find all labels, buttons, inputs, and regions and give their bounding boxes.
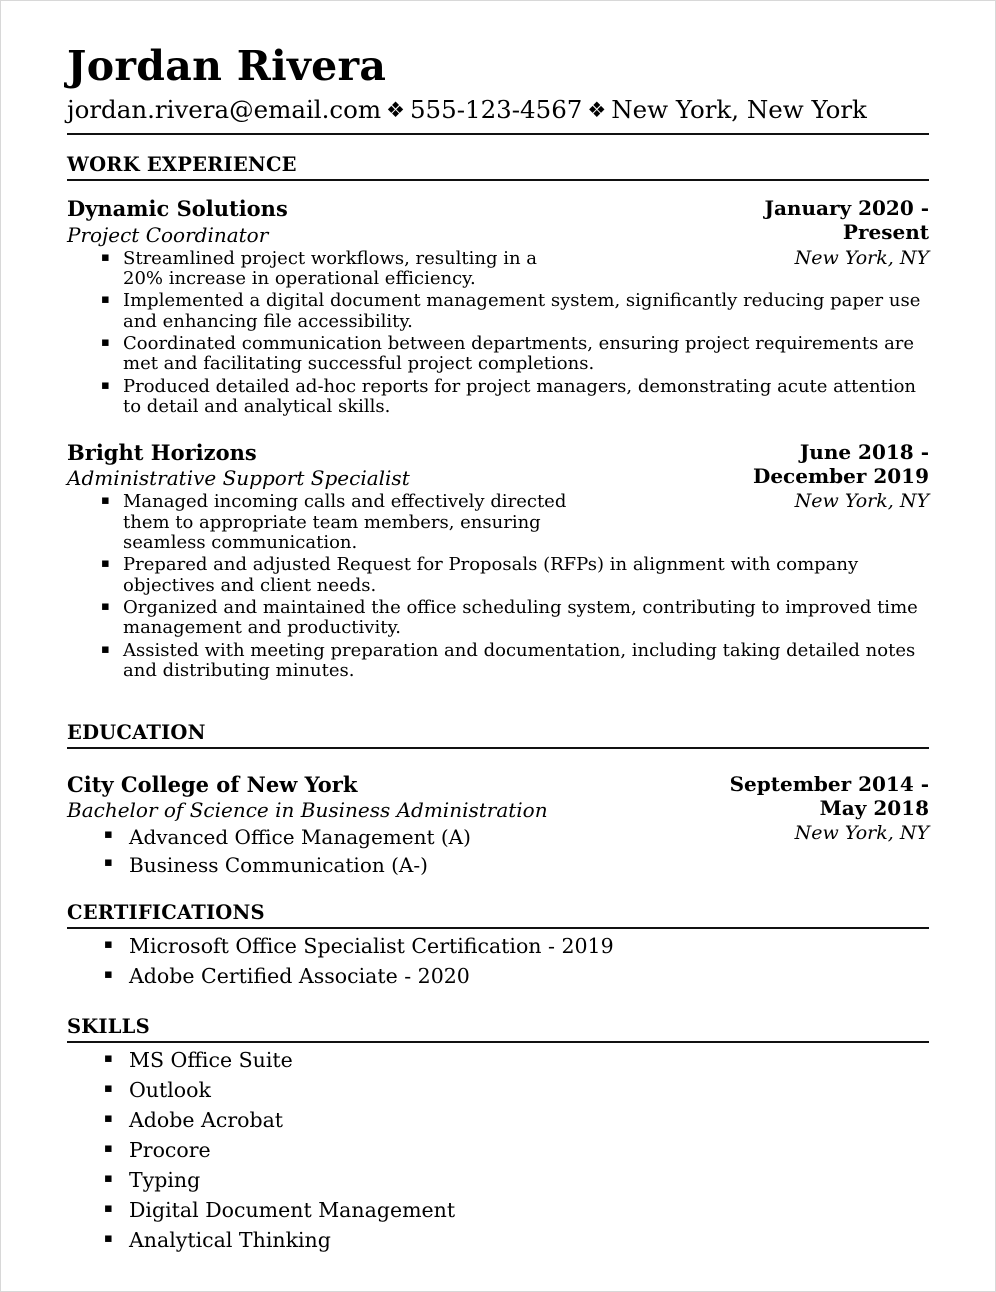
list-item-text: Coordinated communication between departments, ensuring project requirements are met and facilitating successful project completions. — [123, 332, 915, 375]
section-divider-certifications — [67, 927, 929, 929]
square-bullet-icon: ▪ — [101, 334, 110, 350]
work-entry-dates: January 2020 - Present — [764, 196, 929, 244]
square-bullet-icon: ▪ — [104, 854, 113, 870]
section-divider-work — [67, 179, 929, 181]
square-bullet-icon: ▪ — [101, 377, 110, 393]
list-item — [67, 964, 929, 989]
square-bullet-icon: ▪ — [101, 556, 110, 572]
resume-body — [1, 1, 995, 1253]
education-entry — [67, 773, 929, 877]
list-item-text: Microsoft Office Specialist Certification - 2019 — [129, 934, 614, 959]
list-item-text: Streamlined project workflows, resulting in a 20% increase in operational efficiency. — [123, 247, 538, 289]
contact-email[interactable]: jordan.rivera@email.com — [67, 95, 382, 125]
list-item — [67, 555, 929, 596]
section-heading-skills: SKILLS — [67, 1015, 150, 1039]
list-item-text: Analytical Thinking — [129, 1228, 331, 1253]
list-item-text: Business Communication (A-) — [129, 852, 428, 877]
square-bullet-icon: ▪ — [104, 1201, 113, 1217]
list-item — [67, 1078, 929, 1103]
list-item-text: Procore — [129, 1138, 211, 1163]
square-bullet-icon: ▪ — [104, 1141, 113, 1157]
education-entry-bullets — [67, 825, 929, 877]
square-bullet-icon: ▪ — [101, 249, 110, 265]
list-item — [67, 377, 929, 418]
list-item — [67, 934, 929, 959]
education-entry-school: City College of New York — [67, 772, 358, 798]
square-bullet-icon: ▪ — [104, 1051, 113, 1067]
section-heading-education: EDUCATION — [67, 721, 206, 745]
candidate-name: Jordan Rivera — [67, 42, 387, 90]
square-bullet-icon: ▪ — [104, 1231, 113, 1247]
list-item-text: Outlook — [129, 1078, 211, 1103]
square-bullet-icon: ▪ — [101, 598, 110, 614]
section-certifications — [67, 901, 929, 989]
list-item — [67, 492, 929, 553]
list-item-text: Managed incoming calls and effectively directed them to appropriate team members, ensuring seamless communication. — [123, 491, 567, 553]
list-item — [67, 1228, 929, 1253]
list-item — [67, 1168, 929, 1193]
section-divider-education — [67, 747, 929, 749]
list-item-text: Digital Document Management — [129, 1198, 456, 1223]
list-item — [67, 853, 929, 877]
list-item-text: Adobe Certified Associate - 2020 — [129, 964, 470, 989]
list-item — [67, 641, 929, 682]
diamond-separator-icon: ❖ — [587, 98, 607, 123]
list-item-text: Produced detailed ad-hoc reports for project managers, demonstrating acute attention to detail and analytical skills. — [123, 375, 917, 417]
work-entry-location: New York, NY — [794, 246, 929, 269]
list-item-text: Advanced Office Management (A) — [129, 825, 471, 850]
work-entry-bullets — [67, 492, 929, 681]
section-heading-certifications: CERTIFICATIONS — [67, 901, 265, 925]
section-skills — [67, 1015, 929, 1253]
work-entry-dates: June 2018 - December 2019 — [752, 440, 929, 488]
work-entry-organization: Bright Horizons — [67, 440, 257, 466]
certifications-list — [67, 934, 929, 989]
work-entry — [67, 441, 929, 681]
diamond-separator-icon: ❖ — [386, 98, 405, 123]
work-entry-role: Administrative Support Specialist — [67, 466, 410, 491]
list-item — [67, 1048, 929, 1073]
list-item — [67, 291, 929, 332]
list-item — [67, 1198, 929, 1223]
list-item-text: Implemented a digital document management system, significantly reducing paper use and enhancing file accessibility. — [123, 290, 921, 332]
skills-list — [67, 1048, 929, 1253]
work-entry — [67, 197, 929, 417]
square-bullet-icon: ▪ — [101, 292, 110, 308]
square-bullet-icon: ▪ — [104, 1171, 113, 1187]
square-bullet-icon: ▪ — [104, 827, 113, 843]
list-item — [67, 825, 929, 849]
square-bullet-icon: ▪ — [101, 493, 110, 509]
section-heading-work: WORK EXPERIENCE — [67, 153, 297, 177]
education-entry-location: New York, NY — [794, 822, 929, 845]
list-item-text: Adobe Acrobat — [129, 1108, 284, 1133]
contact-location: New York, New York — [611, 95, 867, 125]
list-item-text: MS Office Suite — [129, 1048, 293, 1073]
contact-phone[interactable]: 555-123-4567 — [409, 95, 583, 125]
square-bullet-icon: ▪ — [101, 641, 110, 657]
list-item-text: Assisted with meeting preparation and documentation, including taking detailed notes and distributing minutes. — [123, 639, 916, 681]
education-entry-dates: September 2014 - May 2018 — [729, 772, 929, 820]
list-item-text: Prepared and adjusted Request for Proposals (RFPs) in alignment with company objectives and client needs. — [123, 554, 859, 596]
education-entry-degree: Bachelor of Science in Business Administration — [67, 798, 548, 823]
work-entry-organization: Dynamic Solutions — [67, 196, 288, 222]
list-item — [67, 334, 929, 375]
work-entry-location: New York, NY — [794, 490, 929, 513]
square-bullet-icon: ▪ — [104, 937, 113, 953]
section-work-experience — [67, 153, 929, 681]
square-bullet-icon: ▪ — [104, 1081, 113, 1097]
header-divider — [67, 133, 929, 135]
list-item — [67, 598, 929, 639]
section-education — [67, 721, 929, 877]
resume-header — [67, 42, 929, 135]
list-item — [67, 246, 929, 290]
list-item-text: Typing — [129, 1168, 201, 1193]
list-item — [67, 1108, 929, 1133]
square-bullet-icon: ▪ — [104, 967, 113, 983]
work-entry-role: Project Coordinator — [67, 222, 269, 247]
section-divider-skills — [67, 1041, 929, 1043]
contact-line — [67, 94, 887, 125]
work-entry-bullets — [67, 246, 929, 418]
list-item-text: Organized and maintained the office scheduling system, contributing to improved time management and productivity. — [123, 596, 918, 639]
square-bullet-icon: ▪ — [104, 1111, 113, 1127]
list-item — [67, 1138, 929, 1163]
